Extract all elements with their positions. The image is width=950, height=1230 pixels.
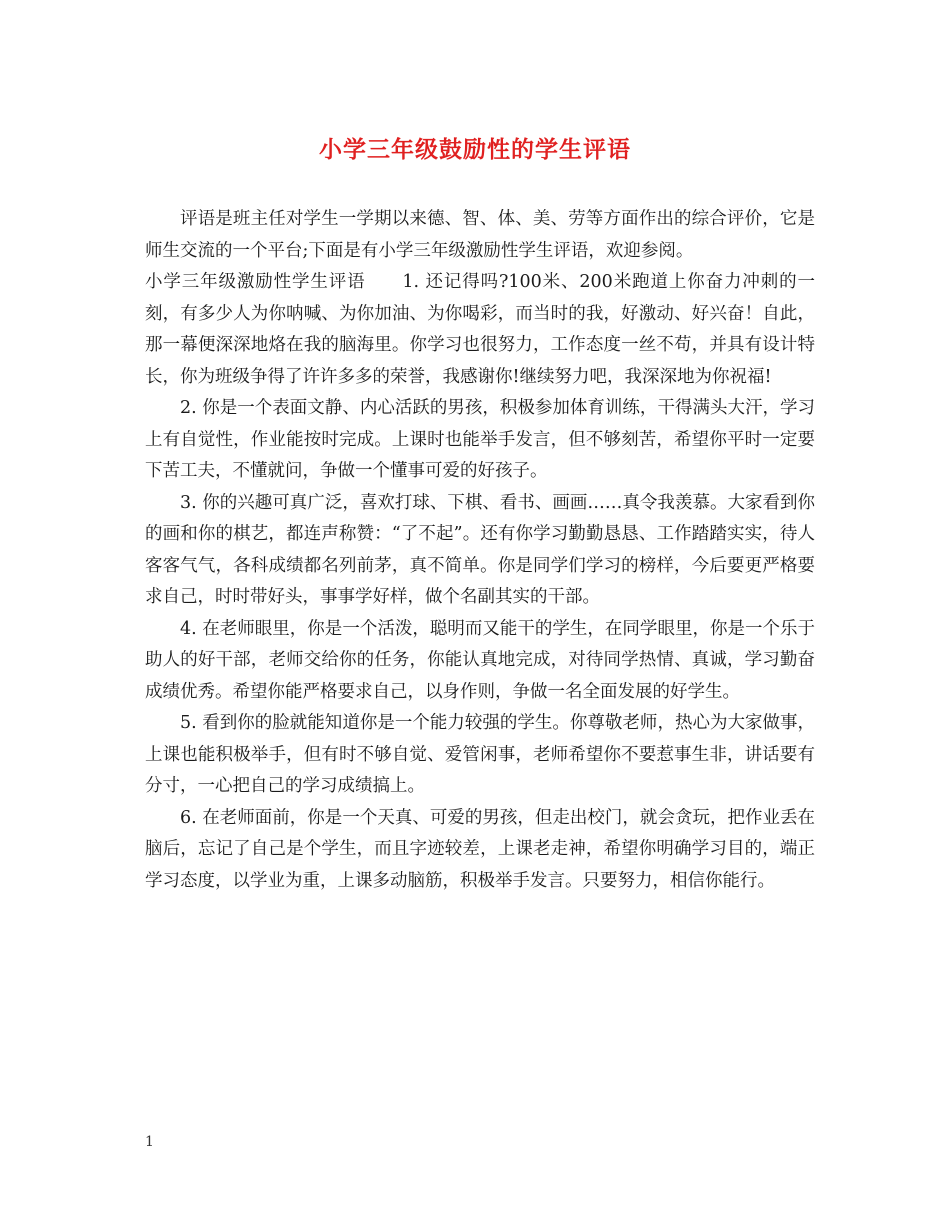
paragraph-item-3: 3. 你的兴趣可真广泛，喜欢打球、下棋、看书、画画……真令我羡慕。大家看到你的画和你的棋艺，都连声称赞：“了不起”。还有你学习勤勤恳恳、工作踏踏实实，待人客客气气，各科成绩都名列前茅，真不简单。你是同学们学习的榜样，今后要更严格要求自己，时时带好头，事事学好样，做个名副其实的干部。 [145, 492, 815, 607]
document-body [145, 204, 815, 897]
paragraph-item-2: 2. 你是一个表面文静、内心活跃的男孩，积极参加体育训练，干得满头大汗，学习上有自觉性，作业能按时完成。上课时也能举手发言，但不够刻苦，希望你平时一定要下苦工夫，不懂就问，争做一个懂事可爱的好孩子。 [145, 398, 815, 481]
page-number: 1 [145, 1134, 154, 1150]
paragraph-item-1: 小学三年级激励性学生评语 1. 还记得吗?100米、200米跑道上你奋力冲刺的一刻，有多少人为你呐喊、为你加油、为你喝彩，而当时的我，好激动、好兴奋！自此，那一幕便深深地烙在我的脑海里。你学习也很努力，工作态度一丝不苟，并具有设计特长，你为班级争得了许许多多的荣誉，我感谢你!继续努力吧，我深深地为你祝福! [145, 272, 815, 387]
paragraph-item-4: 4. 在老师眼里，你是一个活泼，聪明而又能干的学生，在同学眼里，你是一个乐于助人的好干部，老师交给你的任务，你能认真地完成，对待同学热情、真诚，学习勤奋成绩优秀。希望你能严格要求自己，以身作则，争做一名全面发展的好学生。 [145, 618, 815, 702]
paragraph-item-5: 5. 看到你的脸就能知道你是一个能力较强的学生。你尊敬老师，热心为大家做事，上课也能积极举手，但有时不够自觉、爱管闲事，老师希望你不要惹事生非，讲话要有分寸，一心把自己的学习成绩搞上。 [145, 713, 815, 796]
paragraph-item-6: 6. 在老师面前，你是一个天真、可爱的男孩，但走出校门，就会贪玩，把作业丢在脑后，忘记了自己是个学生，而且字迹较差，上课老走神，希望你明确学习目的，端正学习态度，以学业为重，上课多动脑筋，积极举手发言。只要努力，相信你能行。 [145, 807, 815, 891]
paragraph-intro: 评语是班主任对学生一学期以来德、智、体、美、劳等方面作出的综合评价，它是师生交流的一个平台;下面是有小学三年级激励性学生评语，欢迎参阅。 [145, 209, 815, 261]
document-title: 小学三年级鼓励性的学生评语 [319, 136, 631, 163]
